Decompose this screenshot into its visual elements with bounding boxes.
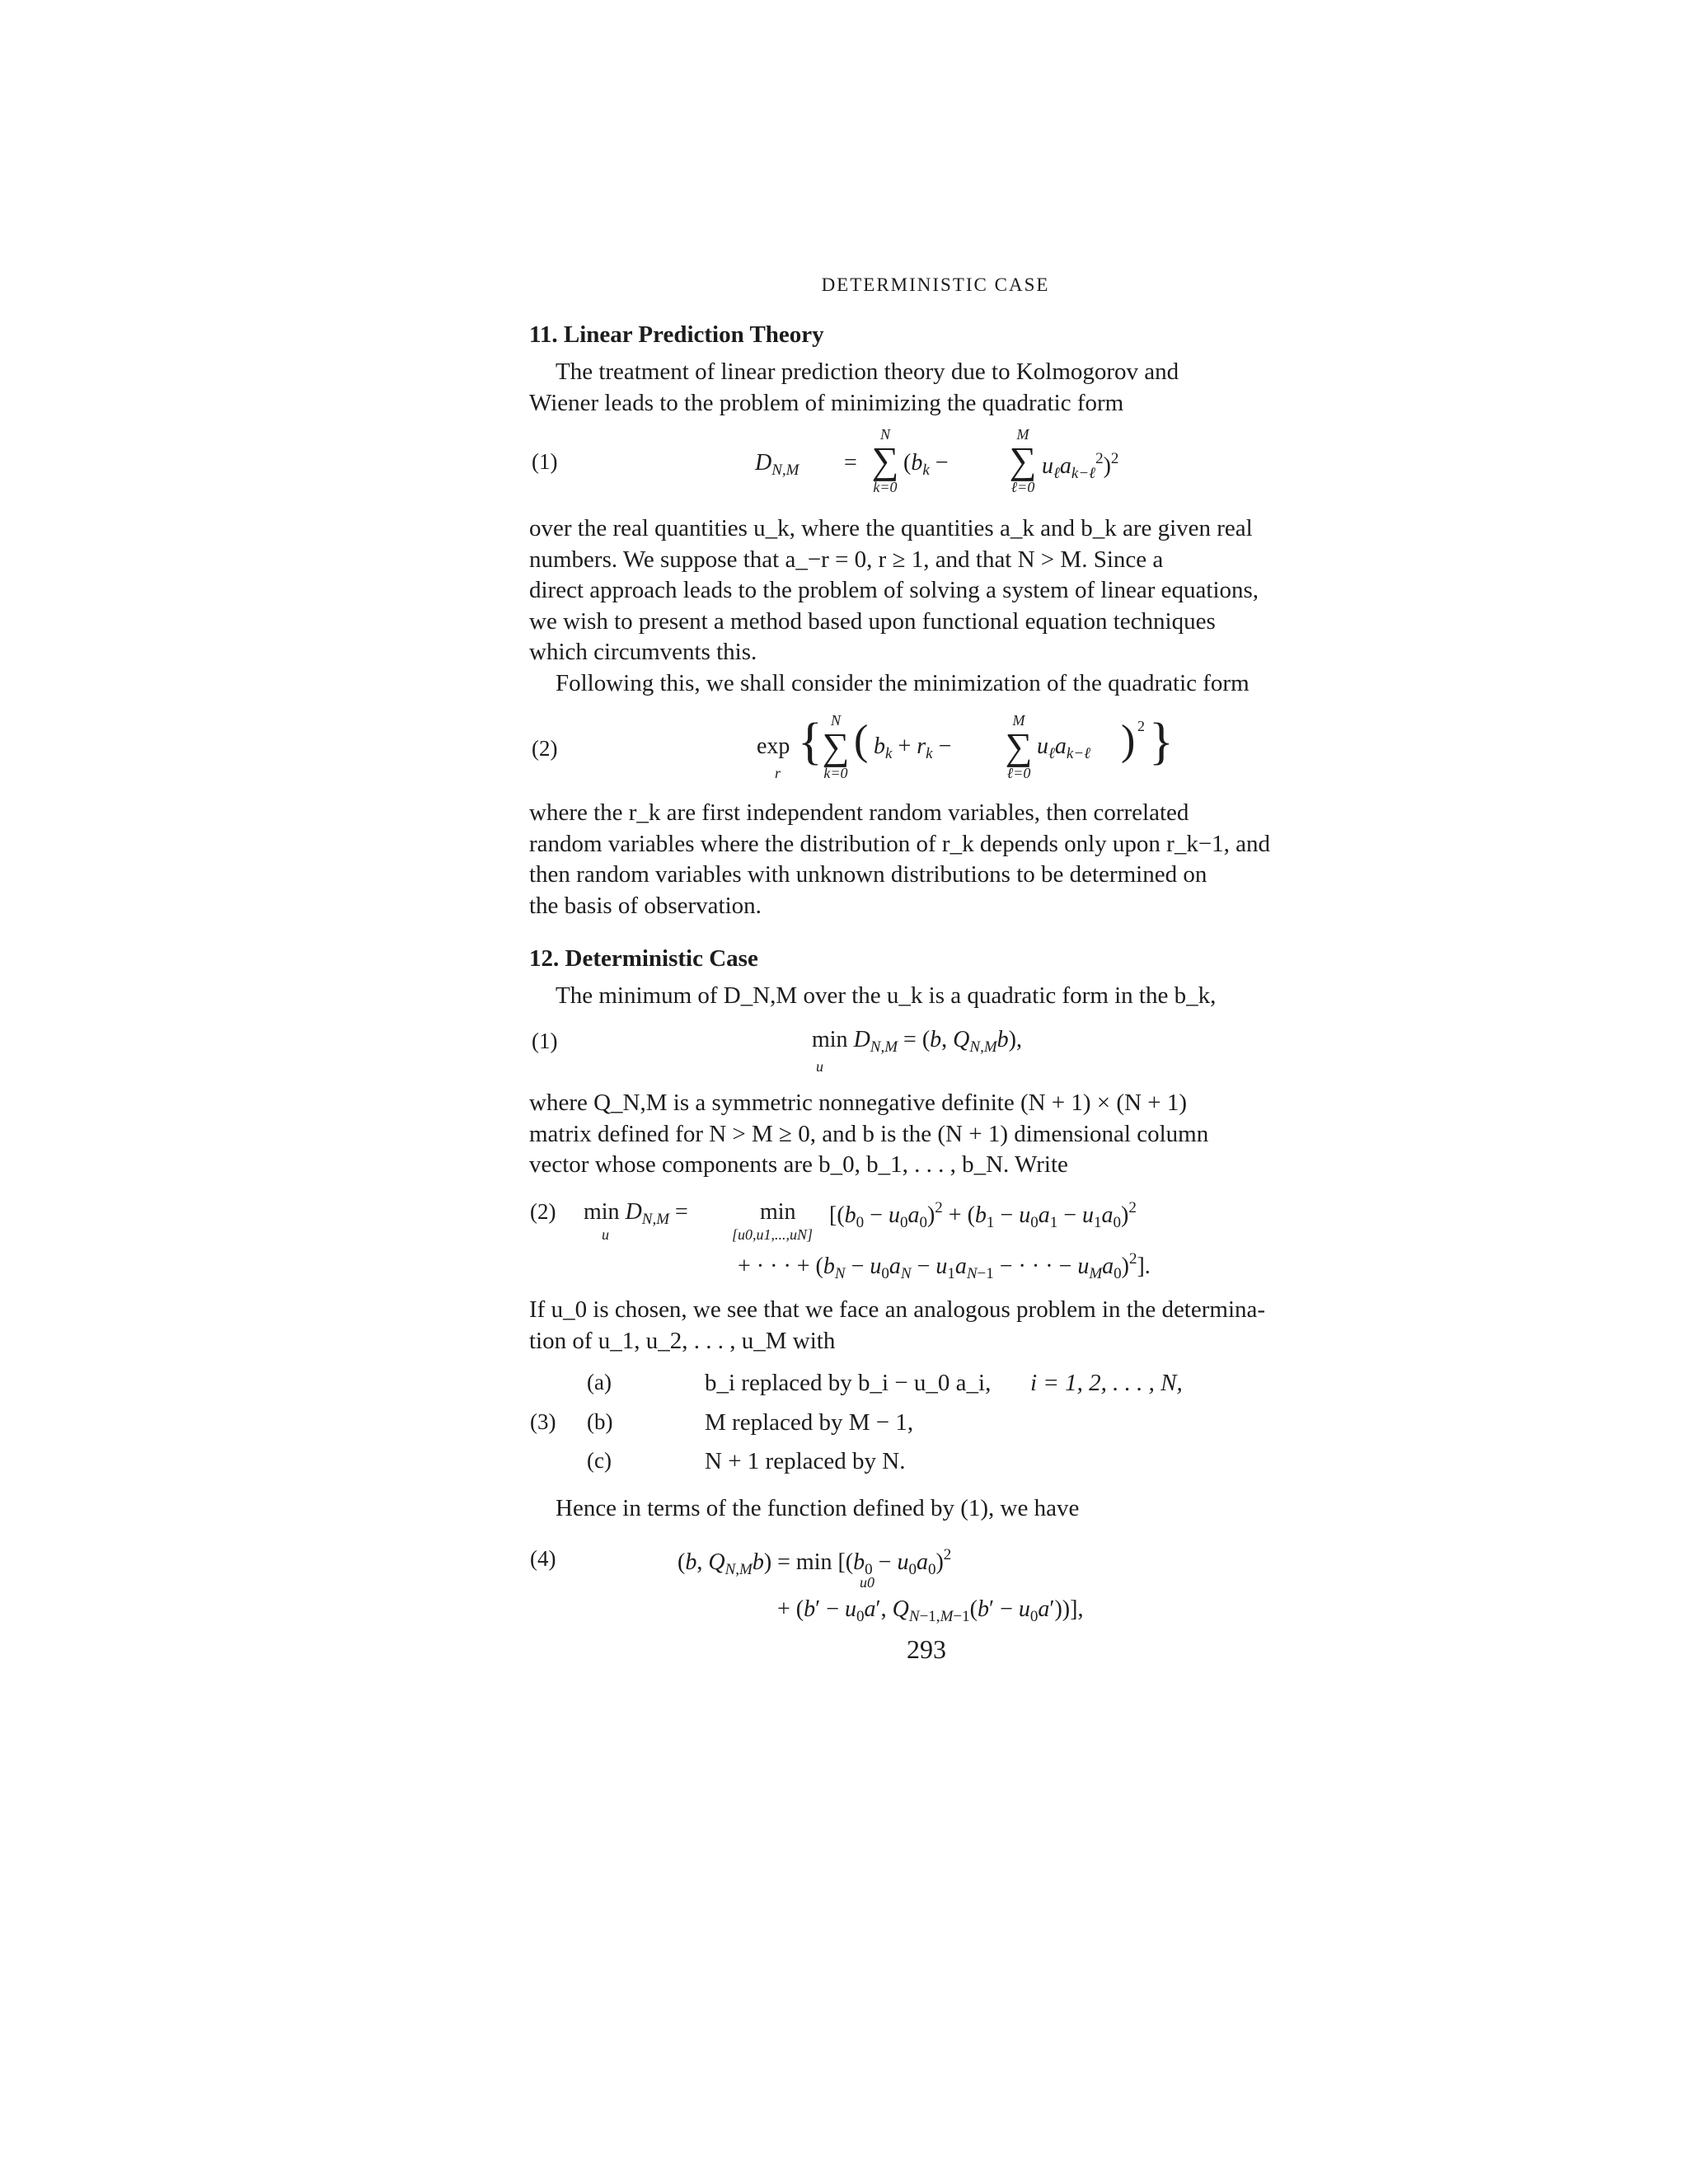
eq-11-2-left-paren: ( <box>854 717 869 764</box>
eq-12-3-item-a-range: i = 1, 2, . . . , N, <box>1030 1370 1183 1396</box>
eq-12-3-item-b-label: (b) <box>587 1409 613 1434</box>
eq-12-3-item-b: M replaced by M − 1, <box>705 1409 914 1436</box>
eq-12-2-lhs: $\min D_{N,M}$ = <box>584 1199 688 1228</box>
eq-11-2-exp-sub: r <box>775 765 781 781</box>
section-12-paragraph-1: The minimum of D_N,M over the u_k is a quadratic form in the b_k, <box>556 982 1217 1009</box>
eq-12-4-line1: (b, $Q_{N,M}b) = \min [(b_0 - u_0a_0)^2$ <box>678 1546 952 1578</box>
eq-11-2-label: (2) <box>532 736 558 761</box>
eq-12-2-min-sub: u <box>602 1226 609 1243</box>
eq-11-2-sum1: N ∑ k=0 <box>822 712 850 781</box>
eq-11-2-body: $b_k + r_k$ − <box>874 733 952 762</box>
eq-12-2-min: min <box>760 1199 796 1225</box>
eq-12-3-item-c-label: (c) <box>587 1448 612 1473</box>
eq-11-2-right-brace: } <box>1149 714 1174 770</box>
eq-12-3-label: (3) <box>530 1409 556 1434</box>
eq-11-1-lhs: $D_{N,M}$ <box>755 450 799 479</box>
section-11-paragraph-4: where the r_k are first independent random variables, then correlated random variables where the distribution of r_k depends only upon r_k−1, and then random variables with unknown distributions to be determined on the basis of observation. <box>529 799 1271 919</box>
eq-12-4-line2: + ($b' - u_0a'$, $Q_{N-1,M-1}(b' - u_0a')$)], <box>777 1596 1084 1625</box>
eq-12-2-min2-sub: [u0,u1,...,uN] <box>732 1226 814 1243</box>
eq-11-1-sum2: M ∑ ℓ=0 <box>1009 426 1037 495</box>
eq-12-2-rhs-line2: + · · · + ($b_N - u_0a_N - u_1a_{N-1}$ − · · · − $u_Ma_0)^2$]. <box>738 1250 1151 1282</box>
eq-12-3-item-c: N + 1 replaced by N. <box>705 1448 906 1474</box>
section-11-heading: 11. Linear Prediction Theory <box>529 321 824 348</box>
eq-12-4-min-sub: u0 <box>860 1574 874 1591</box>
running-head: DETERMINISTIC CASE <box>821 274 1050 295</box>
eq-11-2-exp: exp <box>757 733 790 759</box>
eq-12-4-label: (4) <box>530 1546 556 1571</box>
section-12-paragraph-4: Hence in terms of the function defined by (1), we have <box>556 1495 1080 1521</box>
eq-11-2-sum2: M ∑ ℓ=0 <box>1005 712 1033 781</box>
eq-12-2-label: (2) <box>530 1199 556 1224</box>
eq-12-2-rhs-line1: [$(b_0 - u_0a_0)^2 + (b_1 - u_0a_1 - u_1a_0)^2$ <box>829 1199 1137 1231</box>
eq-11-2-left-brace: { <box>798 714 823 770</box>
eq-11-1-term: $u_\ell a_{k-\ell}^2)^2$ <box>1042 450 1119 482</box>
eq-12-3-item-a: b_i replaced by b_i − u_0 a_i, <box>705 1370 992 1396</box>
eq-11-2-term: $u_\ell a_{k-\ell}$ <box>1037 733 1091 762</box>
section-12-paragraph-2: where Q_N,M is a symmetric nonnegative definite (N + 1) × (N + 1) matrix defined for N > M ≥ 0, and b is the (N + 1) dimensional column vector whose components are b_0, b_1, . . . , b_N. Write <box>529 1090 1209 1178</box>
section-11-paragraph-2: over the real quantities u_k, where the quantities a_k and b_k are given real numbers. We suppose that a_−r = 0, r ≥ 1, and that N > M. Since a direct approach leads to the problem of solving a system of linear equations, we wish to present a method based upon functional equation techniques which circumvents this. <box>529 515 1259 665</box>
eq-12-3-item-a-label: (a) <box>587 1370 612 1394</box>
section-11-paragraph-3: Following this, we shall consider the minimization of the quadratic form <box>556 670 1250 696</box>
section-11-paragraph-1: The treatment of linear prediction theory due to Kolmogorov and Wiener leads to the problem of minimizing the quadratic form <box>529 359 1179 416</box>
section-12-heading: 12. Deterministic Case <box>529 945 758 972</box>
eq-11-2-right-paren: ) <box>1121 717 1136 764</box>
eq-12-1-label: (1) <box>532 1029 558 1053</box>
eq-12-1-min-sub: u <box>816 1058 823 1075</box>
eq-12-1: $\min D_{N,M} = (b$, $Q_{N,M}b$), <box>812 1027 1022 1056</box>
eq-11-1-equals: = <box>844 450 857 476</box>
eq-11-2-power: 2 <box>1137 718 1145 734</box>
section-12-paragraph-3: If u_0 is chosen, we see that we face an analogous problem in the determina- tion of u_1, u_2, . . . , u_M with <box>529 1296 1266 1354</box>
eq-11-1-sum1: N ∑ k=0 <box>871 426 899 495</box>
eq-11-1-body: ($b_k$ − <box>903 450 949 479</box>
page-number: 293 <box>907 1634 946 1664</box>
eq-11-1-label: (1) <box>532 449 558 474</box>
